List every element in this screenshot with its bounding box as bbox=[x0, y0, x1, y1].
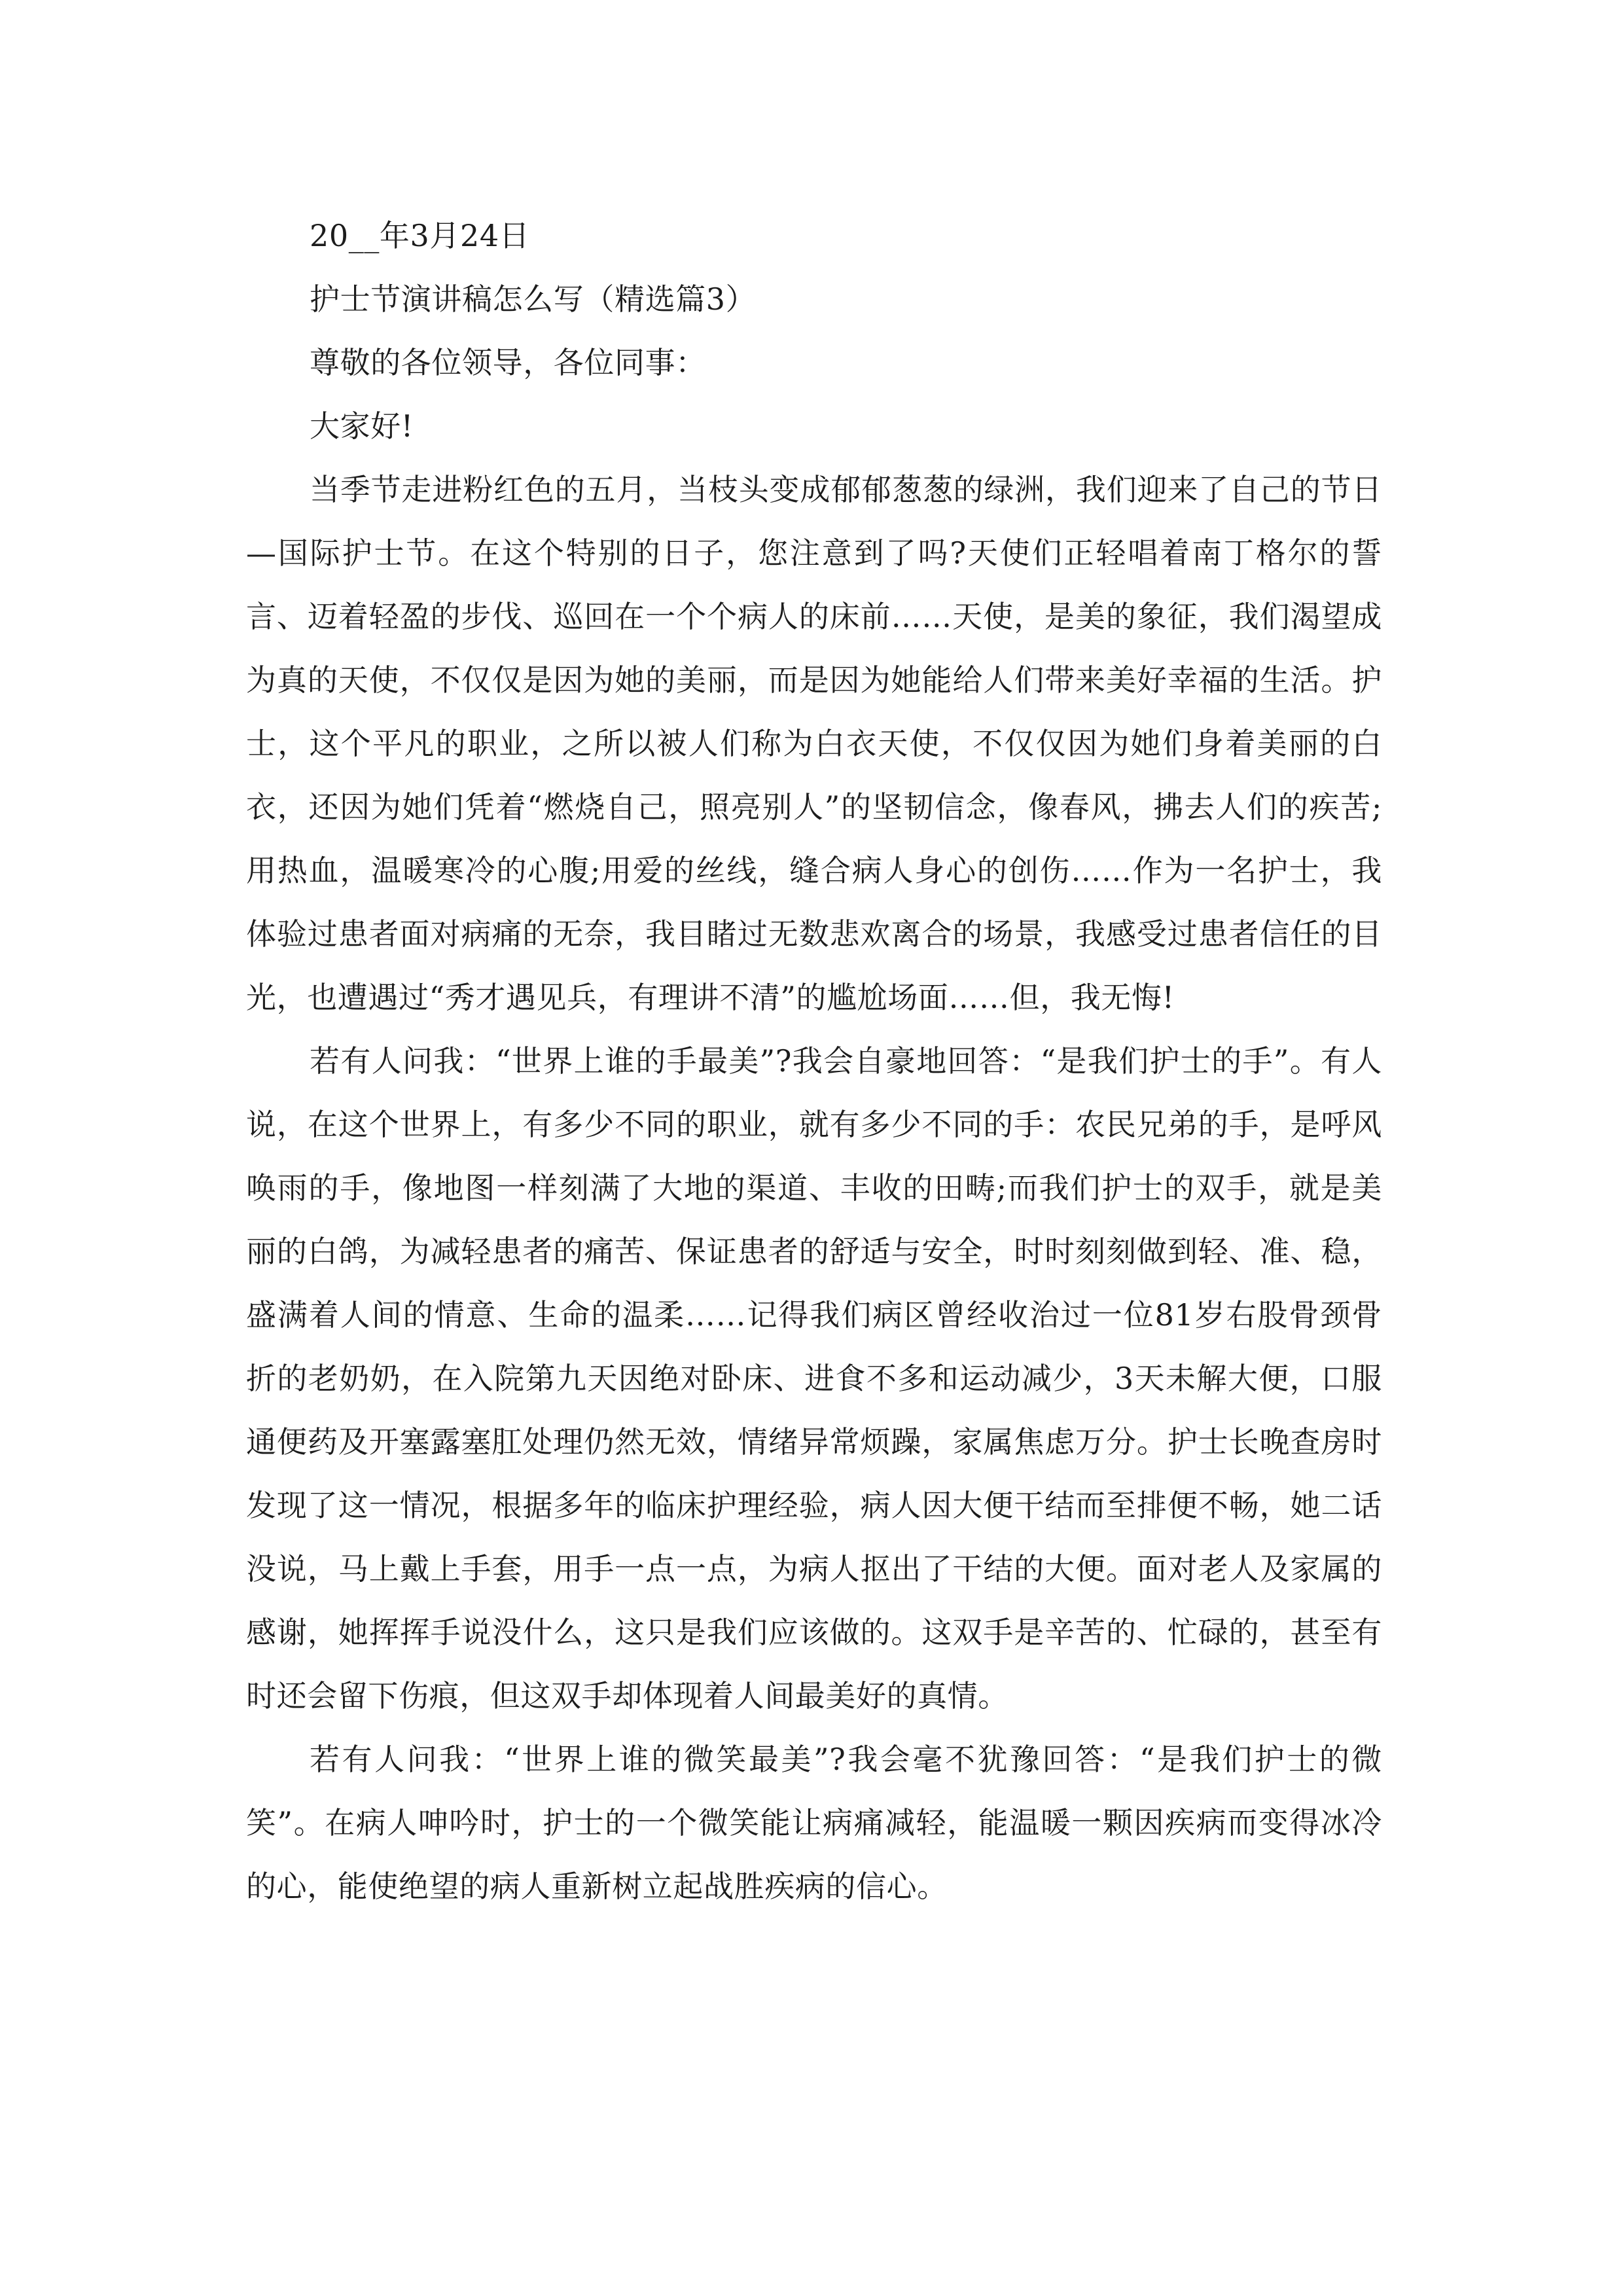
greeting: 大家好! bbox=[310, 408, 414, 444]
paragraph-most-beautiful-smile: 若有人问我：“世界上谁的微笑最美”?我会毫不犹豫回答：“是我们护士的微笑”。在病人呻吟时，护士的一个微笑能让病痛减轻，能温暖一颗因疾病而变得冰冷的心，能使绝望的病人重新树立起战胜疾病的信心。 bbox=[246, 1742, 1382, 1904]
paragraph-nurses-day: 当季节走进粉红色的五月，当枝头变成郁郁葱葱的绿洲，我们迎来了自己的节日—国际护士节。在这个特别的日子，您注意到了吗?天使们正轻唱着南丁格尔的誓言、迈着轻盈的步伐、巡回在一个个病人的床前……天使，是美的象征，我们渴望成为真的天使，不仅仅是因为她的美丽，而是因为她能给人们带来美好幸福的生活。护士，这个平凡的职业，之所以被人们称为白衣天使，不仅仅因为她们身着美丽的白衣，还因为她们凭着“燃烧自己，照亮别人”的坚韧信念，像春风，拂去人们的疾苦;用热血，温暖寒冷的心腹;用爱的丝线，缝合病人身心的创伤……作为一名护士，我体验过患者面对病痛的无奈，我目睹过无数悲欢离合的场景，我感受过患者信任的目光，也遭遇过“秀才遇见兵，有理讲不清”的尴尬场面……但，我无悔! bbox=[246, 472, 1382, 1015]
salutation: 尊敬的各位领导，各位同事： bbox=[310, 345, 706, 380]
date-line: 20__年3月24日 bbox=[310, 218, 530, 253]
document-body bbox=[246, 204, 1382, 1918]
paragraph-most-beautiful-hands: 若有人问我：“世界上谁的手最美”?我会自豪地回答：“是我们护士的手”。有人说，在这个世界上，有多少不同的职业，就有多少不同的手：农民兄弟的手，是呼风唤雨的手，像地图一样刻满了大地的渠道、丰收的田畴;而我们护士的双手，就是美丽的白鸽，为减轻患者的痛苦、保证患者的舒适与安全，时时刻刻做到轻、准、稳，盛满着人间的情意、生命的温柔……记得我们病区曾经收治过一位81岁右股骨颈骨折的老奶奶，在入院第九天因绝对卧床、进食不多和运动减少，3天未解大便，口服通便药及开塞露塞肛处理仍然无效，情绪异常烦躁，家属焦虑万分。护士长晚查房时发现了这一情况，根据多年的临床护理经验，病人因大便干结而至排便不畅，她二话没说，马上戴上手套，用手一点一点，为病人抠出了干结的大便。面对老人及家属的感谢，她挥挥手说没什么，这只是我们应该做的。这双手是辛苦的、忙碌的，甚至有时还会留下伤痕，但这双手却体现着人间最美好的真情。 bbox=[246, 1043, 1382, 1713]
document-title: 护士节演讲稿怎么写（精选篇3） bbox=[310, 281, 757, 317]
